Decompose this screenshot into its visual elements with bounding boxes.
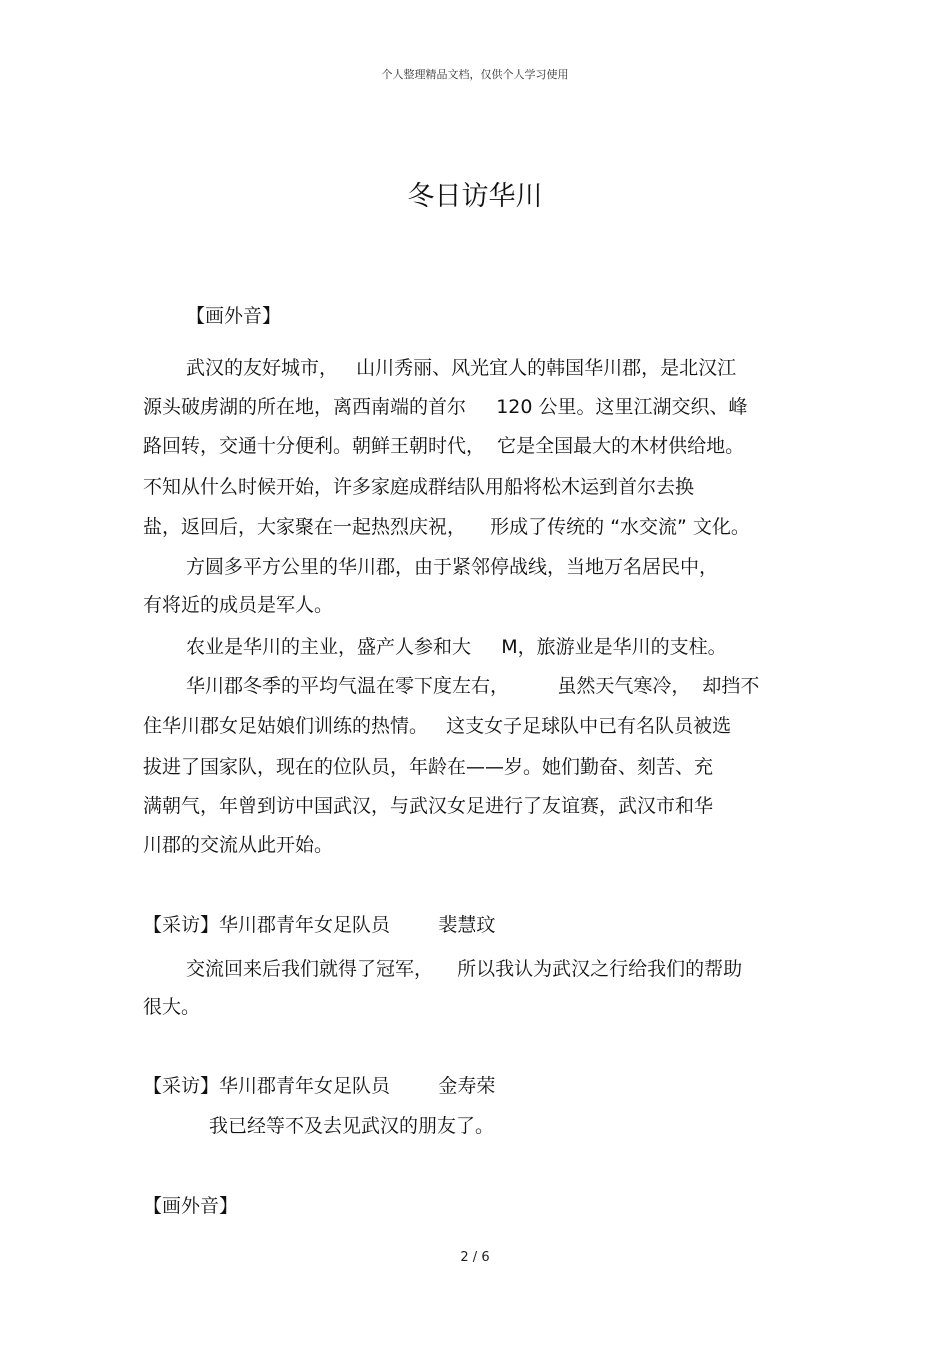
paragraph-line: 方圆多平方公里的华川郡，由于紧邻停战线，当地万名居民中， [186, 556, 719, 578]
section-label-voiceover: 【画外音】 [143, 1195, 239, 1217]
paragraph-line: 不知从什么时候开始，许多家庭成群结队用船将松木运到首尔去换 [143, 476, 695, 498]
paragraph-line: 源头破虏湖的所在地，离西南端的首尔 120 公里。这里江湖交织、峰 [143, 396, 748, 418]
paragraph-line: 川郡的交流从此开始。 [143, 834, 334, 856]
paragraph-line: 武汉的友好城市， 山川秀丽、风光宜人的韩国华川郡，是北汉江 [186, 357, 737, 379]
paragraph-line: 交流回来后我们就得了冠军， 所以我认为武汉之行给我们的帮助 [186, 958, 743, 980]
paragraph-line: 农业是华川的主业，盛产人参和大 M，旅游业是华川的支柱。 [186, 636, 727, 658]
section-label-interview: 【采访】华川郡青年女足队员 裴慧玟 [143, 914, 496, 936]
page-header: 个人整理精品文档，仅供个人学习使用 [381, 68, 569, 81]
paragraph-line: 我已经等不及去见武汉的朋友了。 [209, 1115, 495, 1137]
paragraph-line: 住华川郡女足姑娘们训练的热情。 这支女子足球队中已有名队员被选 [143, 715, 732, 737]
document-title: 冬日访华川 [407, 181, 543, 212]
paragraph-line: 盐，返回后，大家聚在一起热烈庆祝， 形成了传统的 “水交流” 文化。 [143, 516, 750, 538]
section-label-voiceover: 【画外音】 [186, 305, 282, 327]
paragraph-line: 拔进了国家队，现在的位队员，年龄在——岁。她们勤奋、刻苦、充 [143, 756, 714, 778]
section-label-interview: 【采访】华川郡青年女足队员 金寿荣 [143, 1075, 496, 1097]
paragraph-line: 华川郡冬季的平均气温在零下度左右， 虽然天气寒冷， 却挡不 [186, 675, 760, 697]
paragraph-line: 很大。 [143, 996, 201, 1018]
page-number: 2 / 6 [460, 1250, 490, 1265]
paragraph-line: 有将近的成员是军人。 [143, 594, 334, 616]
paragraph-line: 路回转，交通十分便利。朝鲜王朝时代， 它是全国最大的木材供给地。 [143, 435, 745, 457]
paragraph-line: 满朝气，年曾到访中国武汉，与武汉女足进行了友谊赛，武汉市和华 [143, 795, 714, 817]
